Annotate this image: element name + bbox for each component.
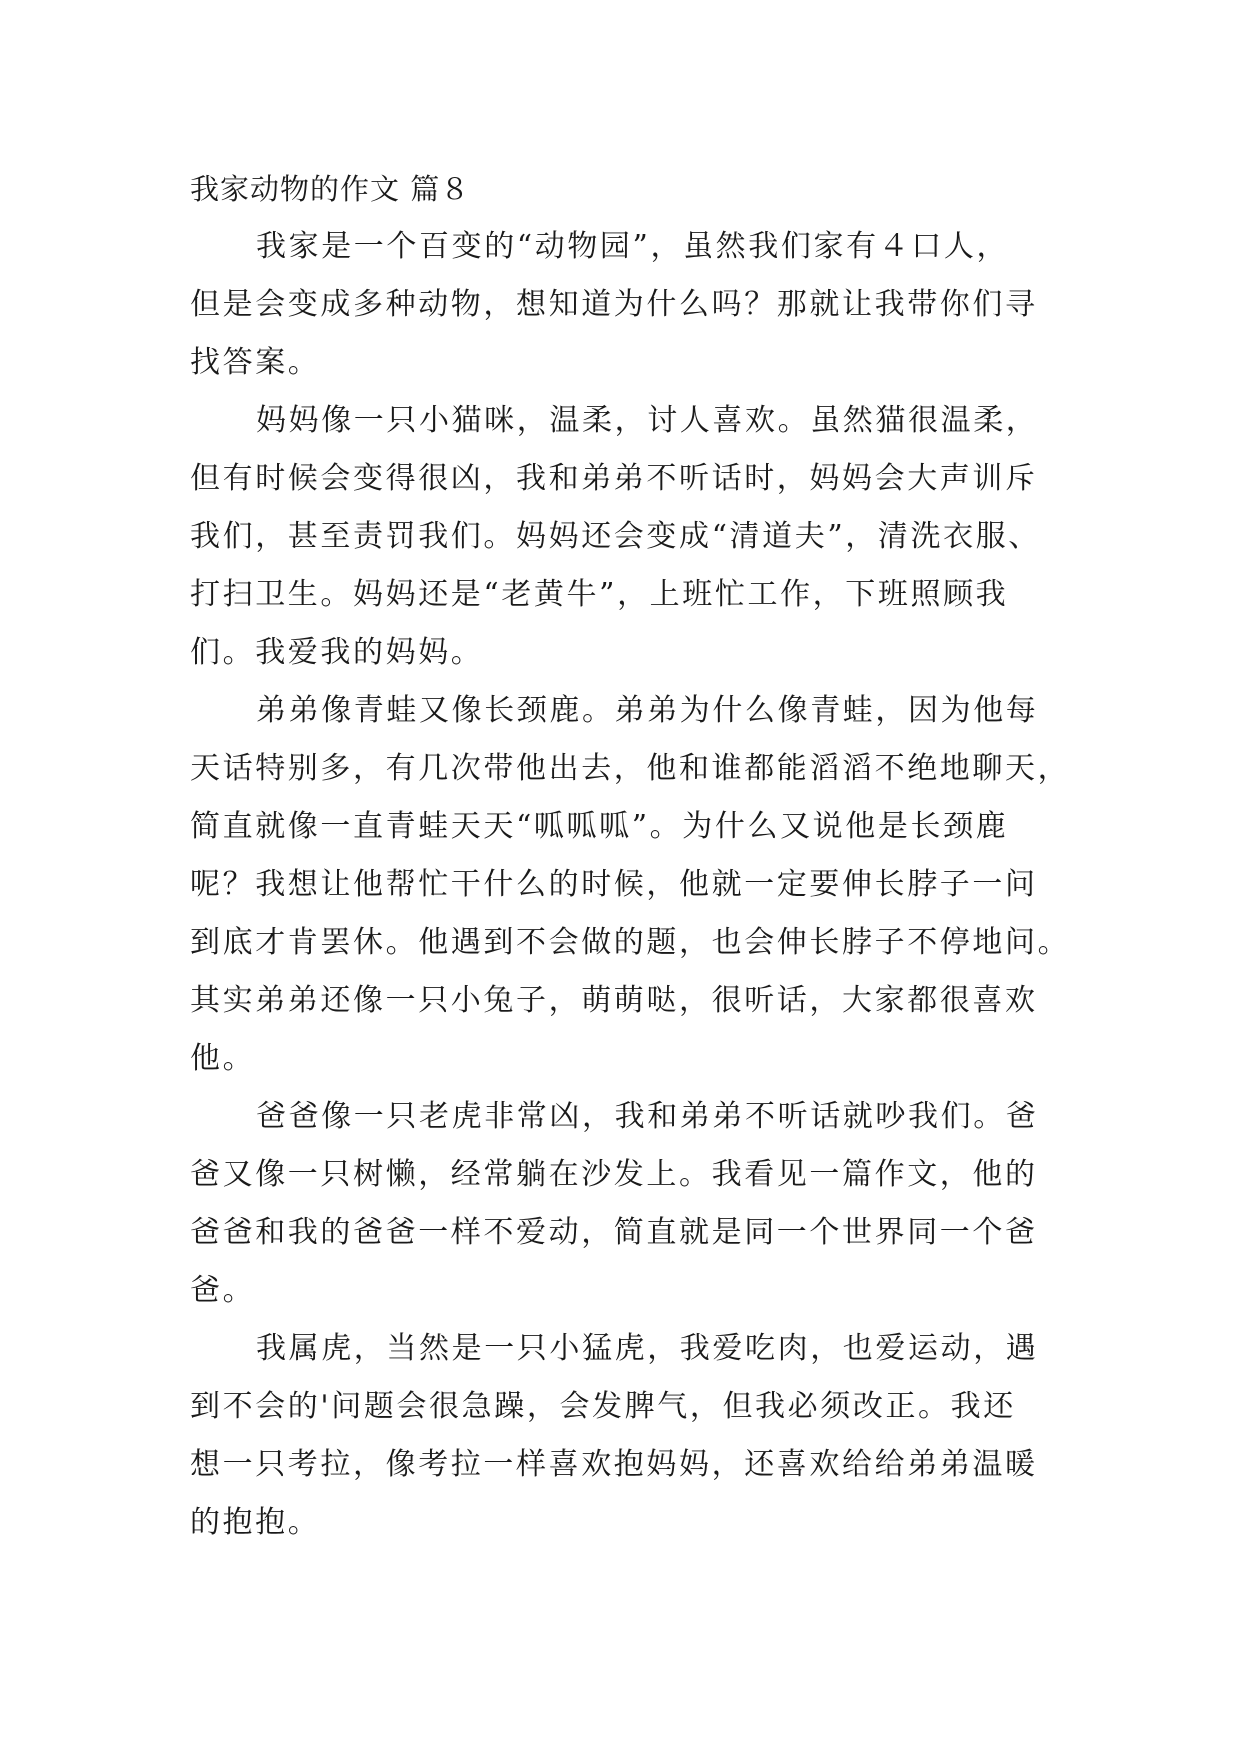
paragraph-line: 爸又像一只树懒，经常躺在沙发上。我看见一篇作文，他的 — [190, 1157, 1038, 1192]
paragraph-line: 的抱抱。 — [190, 1505, 321, 1540]
paragraph-line: 爸爸像一只老虎非常凶，我和弟弟不听话就吵我们。爸 — [256, 1099, 1039, 1134]
paragraph-line: 爸爸和我的爸爸一样不爱动，简直就是同一个世界同一个爸 — [190, 1215, 1038, 1250]
paragraph-line: 到不会的'问题会很急躁，会发脾气，但我必须改正。我还 — [190, 1389, 1016, 1424]
paragraph-line: 到底才肯罢休。他遇到不会做的题，也会伸长脖子不停地问。 — [190, 925, 1071, 960]
paragraph-mother — [190, 392, 1052, 682]
paragraph-line: 爸。 — [190, 1273, 256, 1308]
paragraph-father — [190, 1088, 1052, 1320]
paragraph-line: 简直就像一直青蛙天天“呱呱呱”。为什么又说他是长颈鹿 — [190, 809, 1009, 844]
document-body — [190, 160, 1071, 1552]
paragraph-intro — [190, 218, 1052, 392]
paragraph-self — [190, 1320, 1052, 1552]
paragraph-line: 妈妈像一只小猫咪，温柔，讨人喜欢。虽然猫很温柔， — [256, 403, 1039, 438]
paragraph-line: 打扫卫生。妈妈还是“老黄牛”，上班忙工作，下班照顾我 — [190, 577, 1009, 612]
paragraph-line: 弟弟像青蛙又像长颈鹿。弟弟为什么像青蛙，因为他每 — [256, 693, 1039, 728]
document-title: 我家动物的作文 篇８ — [190, 172, 471, 206]
paragraph-line: 我家是一个百变的“动物园”，虽然我们家有４口人， — [256, 229, 1010, 264]
paragraph-line: 但有时候会变得很凶，我和弟弟不听话时，妈妈会大声训斥 — [190, 461, 1038, 496]
paragraph-line: 呢？我想让他帮忙干什么的时候，他就一定要伸长脖子一问 — [190, 867, 1038, 902]
paragraph-line: 但是会变成多种动物，想知道为什么吗？那就让我带你们寻 — [190, 287, 1038, 322]
paragraph-line: 找答案。 — [190, 345, 321, 380]
paragraph-line: 我属虎，当然是一只小猛虎，我爱吃肉，也爱运动，遇 — [256, 1331, 1039, 1366]
paragraph-line: 天话特别多，有几次带他出去，他和谁都能滔滔不绝地聊天， — [190, 751, 1071, 786]
paragraph-brother — [190, 682, 1071, 1088]
paragraph-line: 他。 — [190, 1041, 256, 1076]
paragraph-line: 我们，甚至责罚我们。妈妈还会变成“清道夫”，清洗衣服、 — [190, 519, 1041, 554]
paragraph-line: 们。我爱我的妈妈。 — [190, 635, 484, 670]
paragraph-line: 想一只考拉，像考拉一样喜欢抱妈妈，还喜欢给给弟弟温暖 — [190, 1447, 1038, 1482]
paragraph-line: 其实弟弟还像一只小兔子，萌萌哒，很听话，大家都很喜欢 — [190, 983, 1038, 1018]
